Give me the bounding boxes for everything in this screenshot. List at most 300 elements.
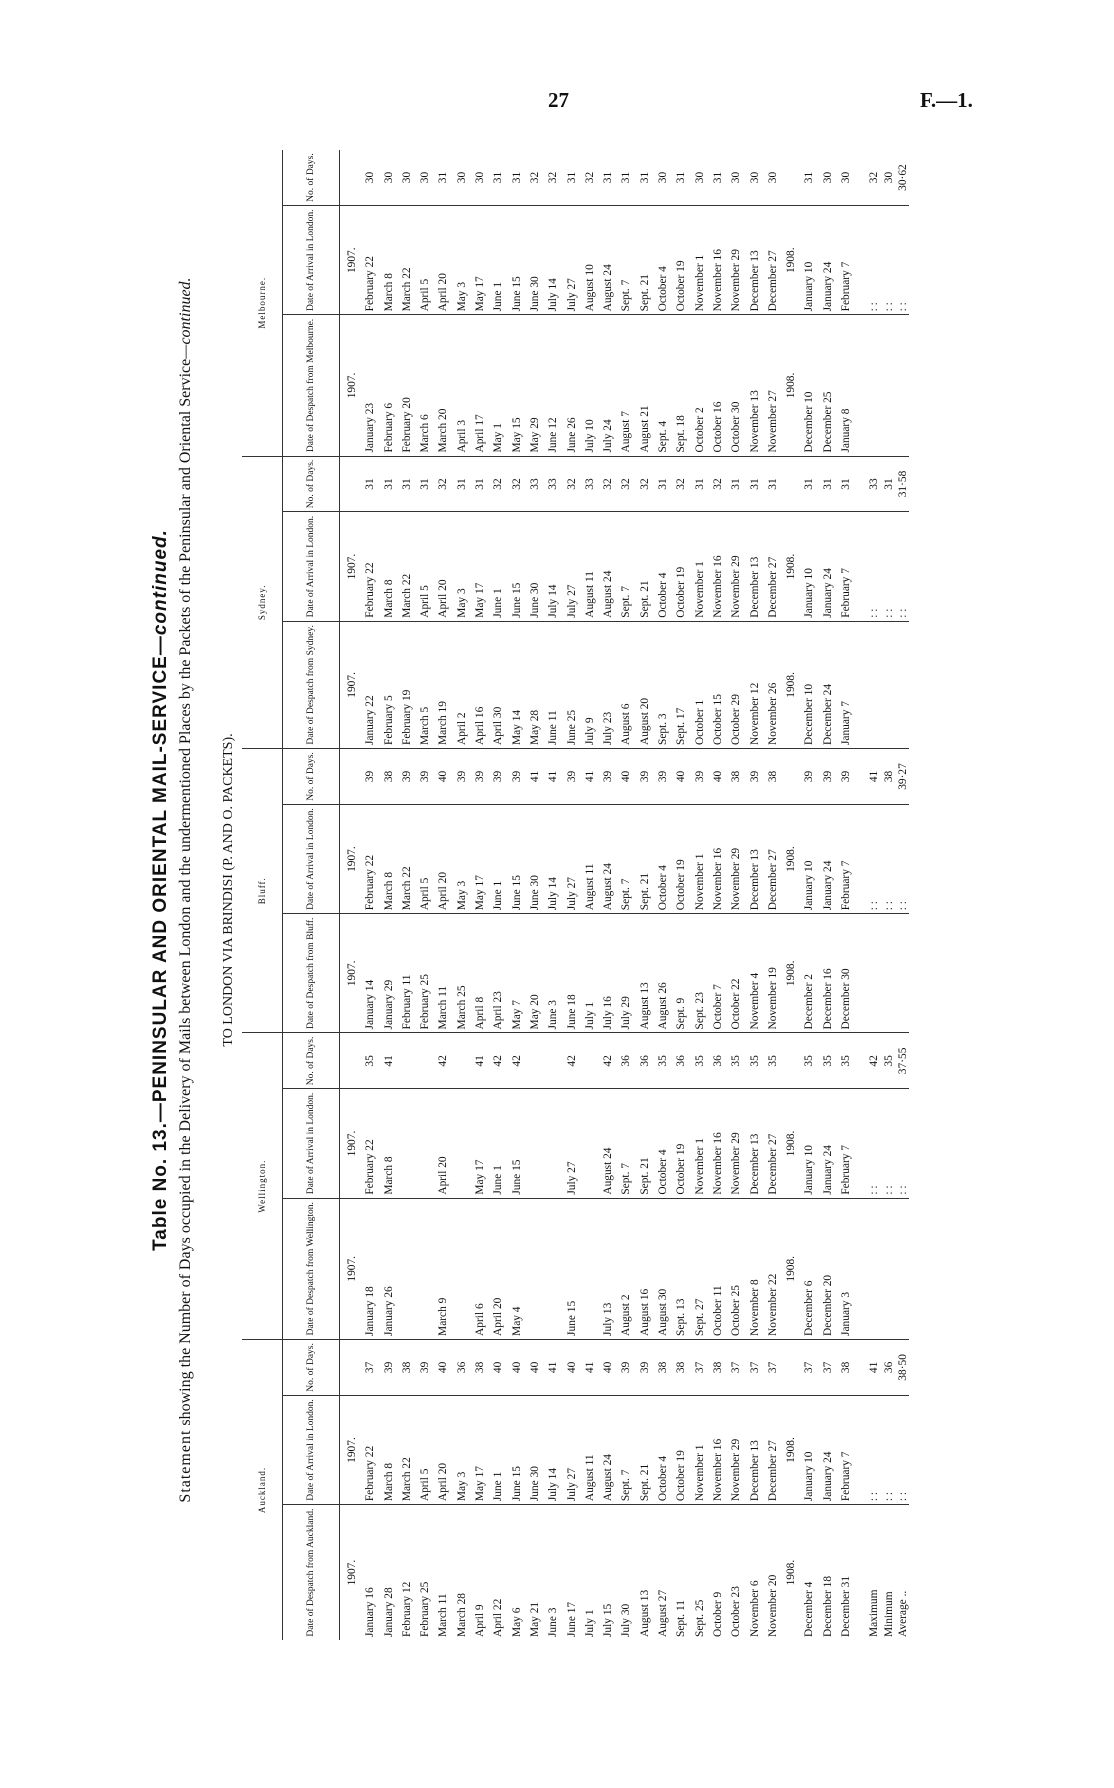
- wellington-despatch-cell: [395, 1198, 413, 1339]
- melbourne-despatch-year: [340, 315, 359, 456]
- melbourne-despatch-cell: August 21: [633, 315, 651, 456]
- bluff-minimum: 38: [881, 749, 895, 805]
- summary-dots: : :: [895, 206, 909, 315]
- bluff-despatch-cell: July 29: [614, 914, 632, 1033]
- col-melbourne-despatch: Date of Despatch from Melbourne.: [283, 315, 340, 456]
- bluff-arrival-year: [340, 804, 359, 913]
- bluff-arrival-cell: November 1: [688, 804, 706, 913]
- melbourne-days-cell: 30: [651, 150, 669, 206]
- melbourne-days-year: [779, 150, 797, 206]
- auckland-arrival-cell: August 24: [596, 1395, 614, 1504]
- table-row: [743, 150, 761, 1640]
- wellington-arrival-cell: [578, 1089, 596, 1198]
- col-melbourne-days: No. of Days.: [283, 150, 340, 206]
- bluff-arrival-cell: October 4: [651, 804, 669, 913]
- sydney-despatch-cell: January 7: [834, 621, 852, 748]
- melbourne-arrival-cell: April 5: [413, 206, 431, 315]
- bluff-arrival-cell: May 17: [468, 804, 486, 913]
- sydney-despatch-cell: July 23: [596, 621, 614, 748]
- auckland-days-cell: 36: [450, 1339, 468, 1395]
- auckland-despatch-cell: Sept. 25: [693, 1599, 706, 1637]
- wellington-arrival-year: [340, 1089, 359, 1198]
- bluff-days-cell: 38: [377, 749, 395, 805]
- sydney-arrival-cell: October 4: [651, 512, 669, 621]
- sydney-days-cell: 31: [358, 456, 376, 512]
- auckland-despatch-cell: November 6: [748, 1580, 761, 1637]
- auckland-days-cell: 40: [505, 1339, 523, 1395]
- bluff-arrival-cell: December 13: [743, 804, 761, 913]
- melbourne-arrival-cell: June 30: [523, 206, 541, 315]
- summary-dots: : :: [895, 512, 909, 621]
- bluff-arrival-cell: December 27: [761, 804, 779, 913]
- bluff-days-year: [340, 749, 359, 805]
- sydney-arrival-year: [340, 512, 359, 621]
- wellington-arrival-cell: February 22: [358, 1089, 376, 1198]
- sydney-days-cell: 31: [743, 456, 761, 512]
- melbourne-arrival-cell: December 13: [743, 206, 761, 315]
- table-row: [706, 150, 724, 1640]
- sydney-despatch-cell: January 22: [358, 621, 376, 748]
- bluff-arrival-cell: June 30: [523, 804, 541, 913]
- melbourne-arrival-cell: February 7: [834, 206, 852, 315]
- bluff-despatch-cell: May 20: [523, 914, 541, 1033]
- year-label: 1908.: [785, 372, 798, 399]
- sydney-despatch-year: [779, 621, 797, 748]
- melbourne-arrival-year: [340, 206, 359, 315]
- sydney-days-cell: 33: [523, 456, 541, 512]
- melbourne-despatch-cell: January 8: [834, 315, 852, 456]
- wellington-days-cell: [413, 1033, 431, 1089]
- melbourne-despatch-cell: July 10: [578, 315, 596, 456]
- auckland-arrival-cell: July 14: [541, 1395, 559, 1504]
- bluff-days-cell: 39: [560, 749, 578, 805]
- wellington-days-cell: 35: [743, 1033, 761, 1089]
- wellington-despatch-cell: [413, 1198, 431, 1339]
- bluff-days-cell: 40: [669, 749, 687, 805]
- sydney-days-cell: 32: [486, 456, 504, 512]
- wellington-days-cell: 35: [797, 1033, 815, 1089]
- melbourne-arrival-cell: June 1: [486, 206, 504, 315]
- sydney-arrival-cell: Sept. 21: [633, 512, 651, 621]
- bluff-despatch-year: [340, 914, 359, 1033]
- bluff-days-cell: 40: [431, 749, 449, 805]
- table-row: [688, 150, 706, 1640]
- sydney-despatch-cell: October 1: [688, 621, 706, 748]
- bluff-days-cell: 39: [486, 749, 504, 805]
- year-label: 1908.: [785, 1255, 798, 1282]
- sydney-days-cell: 33: [578, 456, 596, 512]
- col-auckland-despatch: Date of Despatch from Auckland.: [283, 1505, 340, 1640]
- wellington-arrival-cell: June 15: [505, 1089, 523, 1198]
- sydney-arrival-cell: June 30: [523, 512, 541, 621]
- melbourne-days-cell: 30: [413, 150, 431, 206]
- wellington-maximum: 42: [866, 1033, 880, 1089]
- auckland-despatch-cell: May 6: [510, 1607, 523, 1637]
- sydney-arrival-cell: February 22: [358, 512, 376, 621]
- melbourne-despatch-cell: April 3: [450, 315, 468, 456]
- sydney-days-cell: 31: [688, 456, 706, 512]
- bluff-despatch-cell: November 19: [761, 914, 779, 1033]
- table-row: [358, 150, 376, 1640]
- bluff-arrival-cell: Sept. 21: [633, 804, 651, 913]
- auckland-days-cell: 38: [706, 1339, 724, 1395]
- melbourne-days-cell: 31: [431, 150, 449, 206]
- auckland-arrival-cell: May 17: [468, 1395, 486, 1504]
- table-row: [560, 150, 578, 1640]
- sydney-despatch-cell: April 2: [450, 621, 468, 748]
- spacer-cell: [852, 749, 866, 805]
- melbourne-despatch-cell: October 2: [688, 315, 706, 456]
- table-row: [505, 150, 523, 1640]
- sydney-arrival-cell: January 10: [797, 512, 815, 621]
- auckland-despatch-year: [340, 1505, 359, 1640]
- melbourne-days-cell: 30: [834, 150, 852, 206]
- bluff-days-cell: 39: [505, 749, 523, 805]
- table-row: [541, 150, 559, 1640]
- sydney-despatch-cell: February 5: [377, 621, 395, 748]
- melbourne-arrival-cell: October 19: [669, 206, 687, 315]
- sydney-arrival-cell: October 19: [669, 512, 687, 621]
- year-label: 1908.: [785, 247, 798, 274]
- auckland-days-cell: 37: [358, 1339, 376, 1395]
- bluff-arrival-cell: April 20: [431, 804, 449, 913]
- bluff-arrival-cell: January 24: [816, 804, 834, 913]
- wellington-despatch-cell: April 20: [486, 1198, 504, 1339]
- sydney-days-cell: 32: [614, 456, 632, 512]
- wellington-arrival-cell: November 29: [724, 1089, 742, 1198]
- melbourne-days-cell: 30: [450, 150, 468, 206]
- auckland-days-cell: 41: [541, 1339, 559, 1395]
- spacer-cell: [852, 621, 866, 748]
- bluff-days-cell: 38: [724, 749, 742, 805]
- wellington-days-cell: [450, 1033, 468, 1089]
- sydney-arrival-cell: July 14: [541, 512, 559, 621]
- bluff-despatch-cell: June 3: [541, 914, 559, 1033]
- melbourne-days-cell: 30: [377, 150, 395, 206]
- summary-dots: : :: [866, 206, 880, 315]
- auckland-arrival-cell: November 1: [688, 1395, 706, 1504]
- bluff-despatch-cell: April 8: [468, 914, 486, 1033]
- melbourne-arrival-cell: January 24: [816, 206, 834, 315]
- melbourne-despatch-cell: March 20: [431, 315, 449, 456]
- auckland-despatch-cell: December 31: [840, 1575, 853, 1637]
- year-label: 1907.: [346, 672, 358, 698]
- sydney-arrival-cell: January 24: [816, 512, 834, 621]
- sydney-arrival-year: [779, 512, 797, 621]
- melbourne-arrival-cell: November 29: [724, 206, 742, 315]
- wellington-arrival-cell: May 17: [468, 1089, 486, 1198]
- spacer-cell: [852, 150, 866, 206]
- sydney-days-cell: 31: [834, 456, 852, 512]
- year-row: [340, 150, 359, 1640]
- sydney-despatch-cell: Sept. 3: [651, 621, 669, 748]
- auckland-despatch-year: [779, 1505, 797, 1640]
- table-row: [377, 150, 395, 1640]
- melbourne-days-cell: 31: [505, 150, 523, 206]
- auckland-average: 38·50: [895, 1339, 909, 1395]
- melbourne-despatch-cell: July 24: [596, 315, 614, 456]
- wellington-days-cell: 42: [486, 1033, 504, 1089]
- bluff-days-cell: 41: [578, 749, 596, 805]
- spacer-row: [852, 150, 866, 1640]
- bluff-despatch-cell: Sept. 23: [688, 914, 706, 1033]
- year-label: 1907.: [346, 1255, 358, 1282]
- summary-blank: [881, 914, 895, 1033]
- bluff-days-cell: 40: [614, 749, 632, 805]
- auckland-days-cell: 40: [431, 1339, 449, 1395]
- melbourne-days-cell: 31: [706, 150, 724, 206]
- bluff-days-cell: 40: [706, 749, 724, 805]
- auckland-despatch-cell: May 21: [528, 1601, 541, 1637]
- wellington-despatch-year: [340, 1198, 359, 1339]
- summary-dots: : :: [866, 1395, 880, 1504]
- bluff-despatch-cell: January 29: [377, 914, 395, 1033]
- wellington-days-cell: 42: [560, 1033, 578, 1089]
- melbourne-days-cell: 30: [761, 150, 779, 206]
- wellington-days-cell: [541, 1033, 559, 1089]
- auckland-despatch-cell: June 3: [547, 1607, 560, 1637]
- bluff-arrival-cell: August 11: [578, 804, 596, 913]
- year-row: [779, 150, 797, 1640]
- wellington-despatch-cell: June 15: [560, 1198, 578, 1339]
- sydney-despatch-cell: December 10: [797, 621, 815, 748]
- melbourne-despatch-cell: December 25: [816, 315, 834, 456]
- sydney-despatch-cell: August 6: [614, 621, 632, 748]
- melbourne-days-cell: 30: [688, 150, 706, 206]
- auckland-days-cell: 37: [743, 1339, 761, 1395]
- wellington-despatch-cell: December 6: [797, 1198, 815, 1339]
- auckland-days-cell: 38: [669, 1339, 687, 1395]
- sydney-days-cell: 31: [816, 456, 834, 512]
- wellington-arrival-cell: July 27: [560, 1089, 578, 1198]
- year-label: 1908.: [785, 846, 798, 872]
- melbourne-despatch-cell: February 20: [395, 315, 413, 456]
- auckland-days-cell: 39: [614, 1339, 632, 1395]
- sydney-despatch-year: [340, 621, 359, 748]
- summary-dots: : :: [881, 206, 895, 315]
- table-row: [633, 150, 651, 1640]
- auckland-days-cell: 40: [486, 1339, 504, 1395]
- auckland-despatch-cell: July 15: [602, 1603, 615, 1637]
- sydney-days-cell: 31: [395, 456, 413, 512]
- wellington-minimum: 35: [881, 1033, 895, 1089]
- summary-dots: : :: [866, 512, 880, 621]
- summary-blank: [881, 621, 895, 748]
- sydney-arrival-cell: June 1: [486, 512, 504, 621]
- melbourne-maximum: 32: [866, 150, 880, 206]
- auckland-arrival-cell: June 1: [486, 1395, 504, 1504]
- spacer-cell: [852, 512, 866, 621]
- rotated-table-page: [150, 140, 970, 1640]
- melbourne-arrival-cell: November 16: [706, 206, 724, 315]
- summary-blank: [881, 315, 895, 456]
- auckland-despatch-cell: November 20: [766, 1574, 779, 1637]
- wellington-arrival-cell: [541, 1089, 559, 1198]
- auckland-arrival-cell: November 16: [706, 1395, 724, 1504]
- bluff-arrival-cell: March 22: [395, 804, 413, 913]
- sydney-minimum: 31: [881, 456, 895, 512]
- wellington-arrival-cell: [413, 1089, 431, 1198]
- auckland-arrival-cell: November 29: [724, 1395, 742, 1504]
- melbourne-days-cell: 31: [596, 150, 614, 206]
- melbourne-despatch-cell: April 17: [468, 315, 486, 456]
- auckland-maximum: 41: [866, 1339, 880, 1395]
- melbourne-days-cell: 30: [468, 150, 486, 206]
- wellington-days-cell: 35: [724, 1033, 742, 1089]
- wellington-days-cell: 35: [816, 1033, 834, 1089]
- auckland-despatch-cell: July 1: [583, 1609, 596, 1637]
- bluff-arrival-cell: February 22: [358, 804, 376, 913]
- wellington-despatch-cell: November 8: [743, 1198, 761, 1339]
- wellington-days-cell: 35: [688, 1033, 706, 1089]
- auckland-arrival-cell: October 4: [651, 1395, 669, 1504]
- melbourne-days-cell: 32: [578, 150, 596, 206]
- auckland-despatch-cell: Sept. 11: [675, 1600, 688, 1637]
- sydney-days-cell: 31: [651, 456, 669, 512]
- summary-blank: [895, 914, 909, 1033]
- auckland-arrival-cell: February 7: [834, 1395, 852, 1504]
- year-label: 1907.: [346, 1130, 358, 1157]
- wellington-arrival-cell: August 24: [596, 1089, 614, 1198]
- sydney-despatch-cell: October 29: [724, 621, 742, 748]
- wellington-days-cell: [523, 1033, 541, 1089]
- mail-delivery-table: [242, 150, 909, 1640]
- spacer-cell: [852, 914, 866, 1033]
- table-row: [724, 150, 742, 1640]
- sydney-days-cell: 31: [468, 456, 486, 512]
- melbourne-arrival-cell: March 22: [395, 206, 413, 315]
- bluff-days-cell: 41: [541, 749, 559, 805]
- statement-suffix: —continued.: [177, 277, 194, 359]
- wellington-days-cell: 35: [651, 1033, 669, 1089]
- summary-blank: [895, 315, 909, 456]
- auckland-days-cell: 38: [468, 1339, 486, 1395]
- wellington-arrival-cell: April 20: [431, 1089, 449, 1198]
- melbourne-despatch-cell: February 6: [377, 315, 395, 456]
- melbourne-arrival-cell: August 24: [596, 206, 614, 315]
- sydney-despatch-cell: April 16: [468, 621, 486, 748]
- table-row: [486, 150, 504, 1640]
- bluff-arrival-cell: Sept. 7: [614, 804, 632, 913]
- auckland-despatch-cell: August 13: [638, 1589, 651, 1637]
- auckland-despatch-cell: February 12: [400, 1581, 413, 1637]
- auckland-arrival-cell: October 19: [669, 1395, 687, 1504]
- wellington-arrival-cell: Sept. 7: [614, 1089, 632, 1198]
- table-row: [578, 150, 596, 1640]
- melbourne-days-cell: 32: [523, 150, 541, 206]
- wellington-days-cell: [395, 1033, 413, 1089]
- wellington-despatch-cell: August 30: [651, 1198, 669, 1339]
- bluff-maximum: 41: [866, 749, 880, 805]
- table-row: [669, 150, 687, 1640]
- statement-text: showing the Number of Days occupied in the Delivery of Mails between London and the undermentioned Places by the Packets of the Peninsular and Oriental Service: [177, 358, 194, 1430]
- auckland-arrival-cell: June 15: [505, 1395, 523, 1504]
- sydney-average: 31·58: [895, 456, 909, 512]
- auckland-days-cell: 37: [724, 1339, 742, 1395]
- melbourne-despatch-cell: August 7: [614, 315, 632, 456]
- melbourne-despatch-cell: March 6: [413, 315, 431, 456]
- sydney-despatch-cell: March 5: [413, 621, 431, 748]
- summary-dots: : :: [895, 804, 909, 913]
- wellington-days-cell: 41: [377, 1033, 395, 1089]
- bluff-arrival-cell: February 7: [834, 804, 852, 913]
- group-auckland: Auckland.: [242, 1339, 283, 1640]
- sydney-days-cell: 32: [669, 456, 687, 512]
- wellington-days-year: [340, 1033, 359, 1089]
- wellington-despatch-cell: April 6: [468, 1198, 486, 1339]
- page-code: F.—1.: [920, 88, 973, 112]
- wellington-average: 37·55: [895, 1033, 909, 1089]
- melbourne-days-cell: 30: [395, 150, 413, 206]
- wellington-days-cell: 42: [596, 1033, 614, 1089]
- page-number: 27: [548, 88, 569, 112]
- melbourne-despatch-cell: May 15: [505, 315, 523, 456]
- table-row: [834, 150, 852, 1640]
- statement-lead: Statement: [177, 1429, 194, 1503]
- melbourne-despatch-cell: Sept. 4: [651, 315, 669, 456]
- table-row: [651, 150, 669, 1640]
- bluff-days-cell: 39: [450, 749, 468, 805]
- melbourne-days-cell: 32: [541, 150, 559, 206]
- col-melbourne-arrival: Date of Arrival in London.: [283, 206, 340, 315]
- sydney-days-cell: 32: [633, 456, 651, 512]
- wellington-days-cell: 36: [633, 1033, 651, 1089]
- sydney-arrival-cell: December 27: [761, 512, 779, 621]
- bluff-despatch-cell: July 16: [596, 914, 614, 1033]
- wellington-despatch-cell: December 20: [816, 1198, 834, 1339]
- sydney-days-cell: 31: [450, 456, 468, 512]
- wellington-arrival-cell: February 7: [834, 1089, 852, 1198]
- year-label: 1907.: [346, 247, 358, 274]
- sydney-days-cell: 32: [431, 456, 449, 512]
- bluff-despatch-cell: October 22: [724, 914, 742, 1033]
- group-header-row: [242, 150, 283, 1640]
- sydney-maximum: 33: [866, 456, 880, 512]
- bluff-days-cell: 39: [651, 749, 669, 805]
- sydney-days-cell: 31: [797, 456, 815, 512]
- wellington-arrival-cell: [523, 1089, 541, 1198]
- wellington-despatch-cell: March 9: [431, 1198, 449, 1339]
- auckland-arrival-cell: April 5: [413, 1395, 431, 1504]
- sydney-days-cell: 33: [541, 456, 559, 512]
- summary-dots: : :: [866, 1089, 880, 1198]
- wellington-despatch-cell: July 13: [596, 1198, 614, 1339]
- melbourne-arrival-cell: October 4: [651, 206, 669, 315]
- col-wellington-arrival: Date of Arrival in London.: [283, 1089, 340, 1198]
- bluff-days-cell: 39: [633, 749, 651, 805]
- wellington-days-cell: 35: [761, 1033, 779, 1089]
- auckland-despatch-cell: April 22: [492, 1598, 505, 1637]
- auckland-despatch-cell: March 28: [455, 1593, 468, 1637]
- summary-row-minimum: [881, 150, 895, 1640]
- sydney-despatch-cell: May 28: [523, 621, 541, 748]
- wellington-arrival-cell: November 16: [706, 1089, 724, 1198]
- melbourne-days-cell: 31: [633, 150, 651, 206]
- melbourne-despatch-cell: October 30: [724, 315, 742, 456]
- melbourne-despatch-year: [779, 315, 797, 456]
- sydney-days-year: [779, 456, 797, 512]
- melbourne-despatch-cell: November 13: [743, 315, 761, 456]
- wellington-arrival-year: [779, 1089, 797, 1198]
- auckland-arrival-cell: June 30: [523, 1395, 541, 1504]
- melbourne-arrival-cell: November 1: [688, 206, 706, 315]
- sydney-despatch-cell: August 20: [633, 621, 651, 748]
- auckland-days-year: [779, 1339, 797, 1395]
- sydney-days-cell: 31: [413, 456, 431, 512]
- col-sydney-days: No. of Days.: [283, 456, 340, 512]
- bluff-despatch-cell: March 25: [450, 914, 468, 1033]
- bluff-arrival-cell: May 3: [450, 804, 468, 913]
